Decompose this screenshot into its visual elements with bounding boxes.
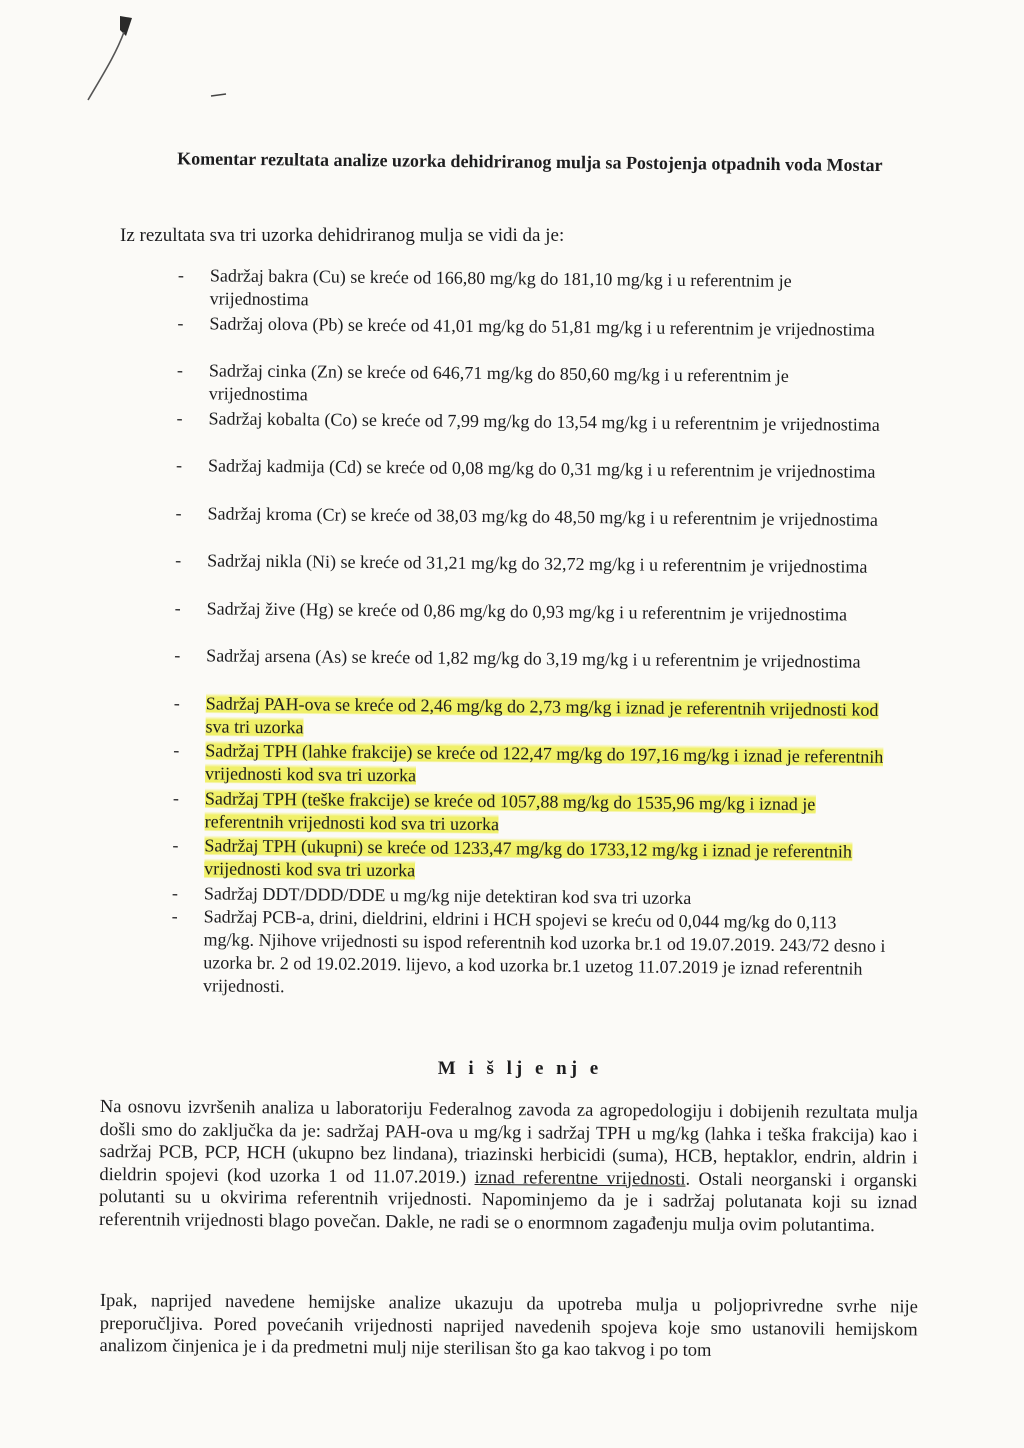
- list-item: [171, 359, 891, 413]
- list-item-text: Sadržaj TPH (lahke frakcije) se kreće od 122,47 mg/kg do 197,16 mg/kg i iznad je referentnih vrijednosti kod sva tri uzorka: [205, 740, 884, 786]
- list-item: [169, 549, 889, 603]
- bullet-dash: -: [172, 835, 179, 856]
- list-item: [167, 739, 887, 793]
- pen-stroke-mark: [80, 14, 140, 104]
- list-item: [166, 834, 886, 888]
- list-item: [167, 691, 887, 745]
- bullet-dash: -: [175, 502, 182, 523]
- bullet-dash: -: [172, 787, 179, 808]
- bullet-dash: -: [173, 740, 180, 761]
- list-item-text: Sadržaj PCB-a, drini, dieldrini, eldrini i HCH spojevi se kreću od 0,044 mg/kg do 0,113 mg/kg. Njihove vrijednosti su ispod referentnih kod uzorka br.1 od 19.07.2019. 243/72 desno i uzorka br. 2 od 19.02.2019. lijevo, a kod uzorka br.1 uzetog 11.07.2019 je iznad referentnih vrijednosti.: [202, 905, 886, 996]
- bullet-dash: -: [175, 455, 183, 476]
- bullet-dash: -: [177, 312, 184, 333]
- list-item-text: Sadržaj cinka (Zn) se kreće od 646,71 mg/kg do 850,60 mg/kg i u referentnim je vrijednostima: [208, 360, 789, 405]
- paragraph-1-underlined: iznad referentne vrijednosti: [474, 1167, 686, 1190]
- list-item: [168, 644, 888, 698]
- list-item-text: Sadržaj bakra (Cu) se kreće od 166,80 mg/kg do 181,10 mg/kg i u referentnim je vrijednostima: [209, 265, 792, 310]
- bullet-dash: -: [173, 692, 180, 713]
- list-item-text: Sadržaj žive (Hg) se kreće od 0,86 mg/kg do 0,93 mg/kg i u referentnim je vrijednostima: [206, 597, 848, 624]
- list-item: [170, 406, 890, 460]
- bullet-dash: -: [171, 905, 178, 926]
- stray-mark: [210, 92, 228, 98]
- list-item-text: Sadržaj TPH (teške frakcije) se kreće od 1057,88 mg/kg do 1535,96 mg/kg i iznad je referentnih vrijednosti kod sva tri uzorka: [204, 787, 816, 834]
- bullet-dash: -: [174, 597, 181, 618]
- bullet-dash: -: [176, 360, 184, 381]
- paragraph-1-text: Na osnovu izvršenih analiza u laboratoriju Federalnog zavoda za agropedologiju i dobijenih rezultata mulja došli smo do zaključka da je: sadržaj PAH-ova u mg/kg i sadržaj TPH u mg/kg (lahka i teška frakcija) kao i sadržaj PCB, PCP, HCH (ukupno bez lindana), triazinski herbicidi (suma), HCB, heptaklor, endrin, aldrin i dieldrin spojevi (kod uzorka 1 od 11.07.2019.): [99, 1097, 918, 1188]
- paragraph-1-text-end: . Ostali neorganski i organski polutanti su u okvirima referentnih vrijednosti. Napominjemo da je i sadržaj polutanata koji su iznad referentnih vrijednosti blago povečan. Dakle, ne radi se o enormnom zagađenju mulja ovim polutantima.: [98, 1169, 918, 1236]
- bullet-dash: -: [176, 407, 183, 428]
- list-item: [167, 786, 887, 840]
- intro-text: Iz rezultata sva tri uzorka dehidriranog mulja se vidi da je:: [120, 225, 565, 246]
- list-item: [171, 311, 891, 365]
- list-item: [165, 904, 886, 1003]
- bullet-dash: -: [174, 645, 181, 666]
- list-item-text: Sadržaj TPH (ukupni) se kreće od 1233,47 mg/kg do 1733,12 mg/kg i iznad je referentnih vrijednosti kod sva tri uzorka: [204, 835, 853, 881]
- results-list: [165, 264, 892, 1003]
- opinion-paragraph-1: [99, 1096, 918, 1237]
- opinion-paragraph-2: Ipak, naprijed navedene hemijske analize ukazuju da upotreba mulja u poljoprivredne svrhe nije preporučljiva. Pored povećanih vrijednosti naprijed navedenih spojeva koje smo ustanovili hemijskom analizom činjenica je i da predmetni mulj nije sterilisan što ga kao takvog i po tom: [99, 1291, 918, 1361]
- list-item-text: Sadržaj olova (Pb) se kreće od 41,01 mg/kg do 51,81 mg/kg i u referentnim je vrijednostima: [209, 312, 875, 340]
- list-item-text: Sadržaj PAH-ova se kreće od 2,46 mg/kg do 2,73 mg/kg i iznad je referentnih vrijednosti kod sva tri uzorka: [205, 692, 879, 737]
- list-item-text: Sadržaj kroma (Cr) se kreće od 38,03 mg/kg do 48,50 mg/kg i u referentnim je vrijednostima: [207, 502, 879, 530]
- list-item-text: Sadržaj kobalta (Co) se kreće od 7,99 mg/kg do 13,54 mg/kg i u referentnim je vrijednostima: [208, 407, 880, 435]
- list-item-text: Sadržaj nikla (Ni) se kreće od 31,21 mg/kg do 32,72 mg/kg i u referentnim je vrijednostima: [207, 550, 868, 577]
- list-item: [169, 501, 889, 555]
- list-item-text: Sadržaj kadmija (Cd) se kreće od 0,08 mg/kg do 0,31 mg/kg i u referentnim je vrijednostima: [207, 455, 876, 482]
- list-item: [172, 264, 892, 318]
- bullet-dash: -: [175, 550, 182, 571]
- bullet-dash: -: [177, 265, 184, 286]
- list-item: [168, 596, 888, 650]
- list-item-text: Sadržaj DDT/DDD/DDE u mg/kg nije detektiran kod sva tri uzorka: [203, 882, 692, 908]
- list-item: [170, 454, 890, 508]
- section-title-misljenje: M i š lj e nj e: [437, 1058, 603, 1079]
- bullet-dash: -: [171, 882, 179, 903]
- list-item-text: Sadržaj arsena (As) se kreće od 1,82 mg/kg do 3,19 mg/kg i u referentnim je vrijednostima: [206, 645, 861, 672]
- document-title: Komentar rezultata analize uzorka dehidriranog mulja sa Postojenja otpadnih voda Mostar: [177, 148, 883, 176]
